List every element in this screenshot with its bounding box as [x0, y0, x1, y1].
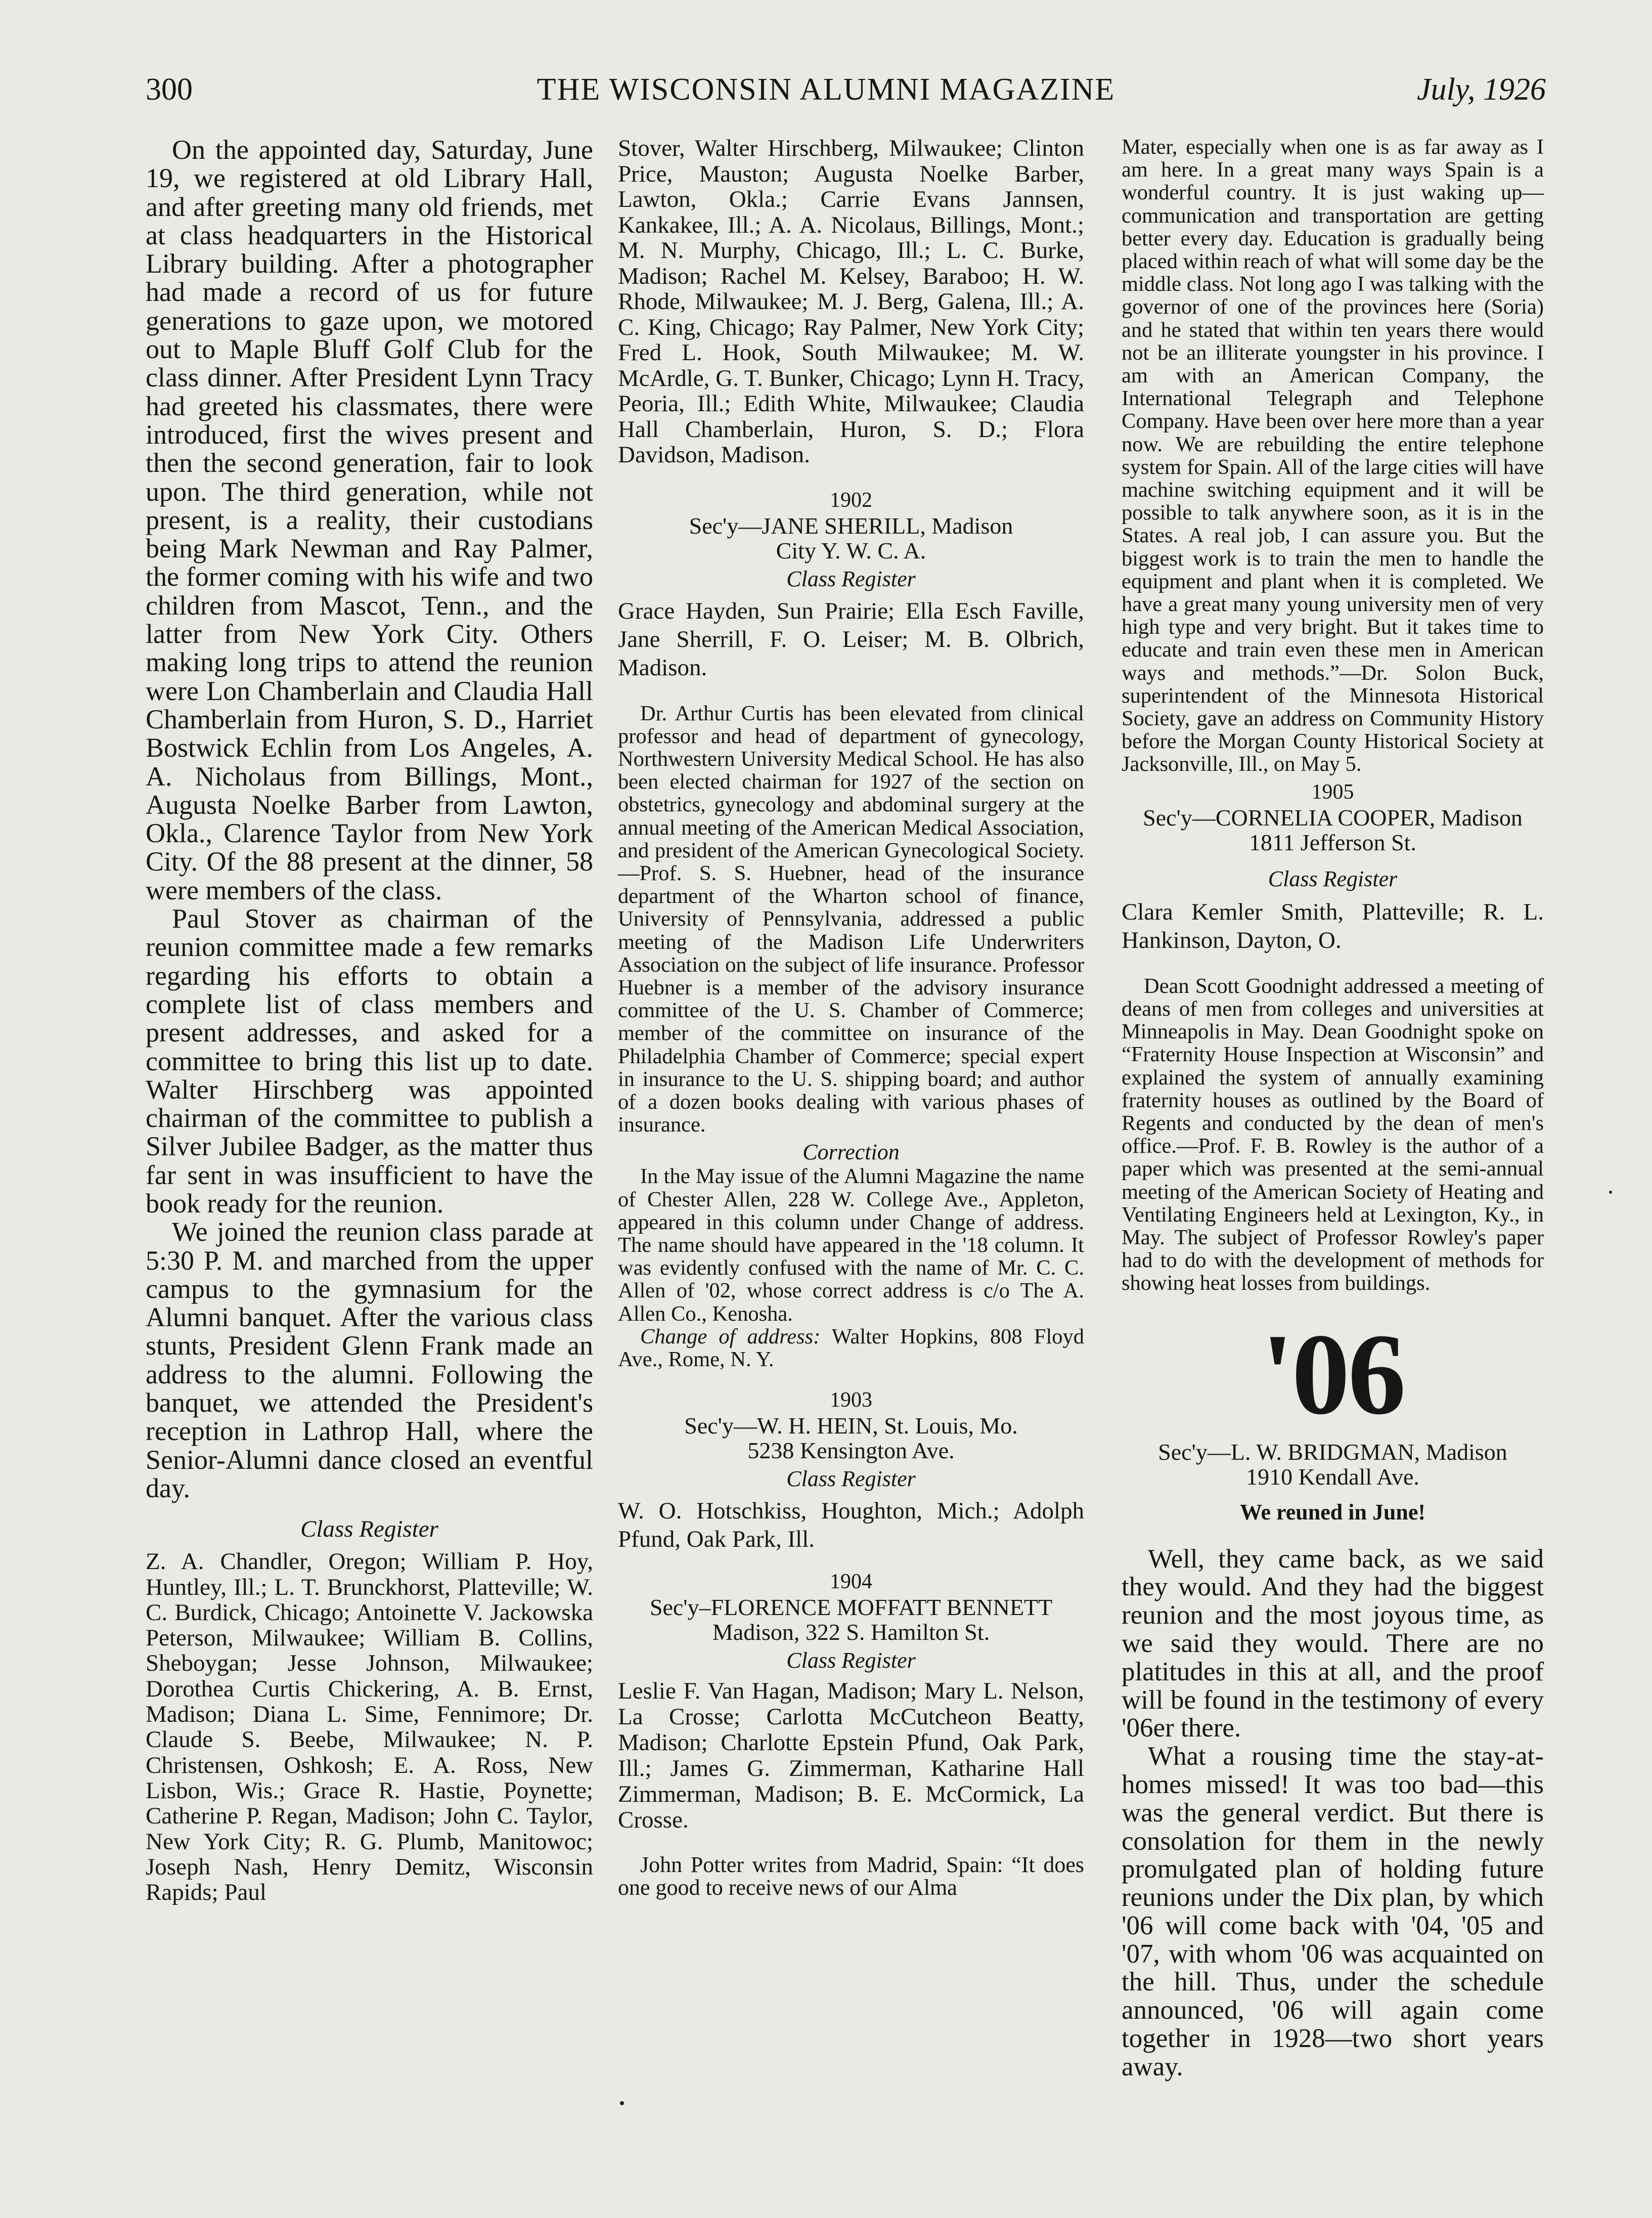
class-register-1905: Clara Kemler Smith, Platteville; R. L. Hankinson, Dayton, O. — [1122, 898, 1544, 953]
potter-letter-start: John Potter writes from Madrid, Spain: “It does one good to receive news of our Alma — [618, 1852, 1084, 1900]
column-1 — [146, 136, 593, 1905]
change-of-address — [618, 1325, 1084, 1371]
magazine-title: THE WISCONSIN ALUMNI MAGAZINE — [537, 72, 1115, 107]
column-2 — [618, 136, 1084, 1899]
secretary-1905: Sec'y—CORNELIA COOPER, Madison — [1143, 804, 1523, 831]
potter-letter-continued: Mater, especially when one is as far away as I am here. In a great many ways Spain is a wonderful country. It is just waking up—communication and transportation are getting better every day. Education is gradually being placed within reach of what will some day be the middle class. Not long ago I was talking with the governor of one of the provinces here (Soria) and he stated that within ten years there would not be an illiterate youngster in his province. I am with an American Company, the International Telegraph and Telephone Company. Have been over here more than a year now. We are rebuilding the entire telephone system for Spain. All of the large cities will have machine switching equipment and it will be possible to talk anywhere soon, as it is in the States. A real job, I can assure you. But the biggest work is to train the men to handle the equipment and plant when it is completed. We have a great many young university men of very high type and very bright. But it takes time to educate and train even these men in American ways and methods.”—Dr. Solon Buck, superintendent of the Minnesota Historical Society, gave an address on Community History before the Morgan County Historical Society at Jacksonville, Ill., on May 5. — [1122, 135, 1544, 776]
secretary-1902-address: City Y. W. C. A. — [776, 537, 926, 563]
class-year-1903: 1903 — [830, 1388, 872, 1412]
class-1906-paragraph-1: Well, they came back, as we said they would. And they had the biggest reunion and the most joyous time, as we said they would. There are no platitudes in this at all, and the proof will be found in the testimony of every '06er there. — [1122, 1544, 1544, 1743]
change-of-address-text: Walter Hopkins, 808 Floyd Ave., Rome, N. Y. — [618, 1324, 1085, 1371]
class-year-1902: 1902 — [830, 488, 872, 512]
class-register-1902-heading: Class Register — [786, 566, 916, 591]
reunion-paragraph-2: Paul Stover as chairman of the reunion committee made a few remarks regarding his efforts to obtain a complete list of class members and present addresses, and asked for a committee to bring this list up to date. Walter Hirschberg was appointed chairman of the committee to publish a Silver Jubilee Badger, as the matter thus far sent in was insufficient to have the book ready for the reunion. — [146, 903, 593, 1219]
change-of-address-label: Change of address: — [640, 1324, 821, 1349]
reunion-paragraph-3: We joined the reunion class parade at 5:30 P. M. and marched from the upper campus to the gymnasium for the Alumni banquet. After the various class stunts, President Glenn Frank made an address to the alumni. Following the banquet, we attended the President's reception in Lathrop Hall, where the Senior-Alumni dance closed an eventful day. — [146, 1216, 593, 1503]
class-register-1904: Leslie F. Van Hagan, Madison; Mary L. Nelson, La Crosse; Carlotta McCutcheon Beatty, Madison; Charlotte Epstein Pfund, Oak Park, Ill.; James G. Zimmerman, Katharine Hall Zimmerman, Madison; B. E. McCormick, La Crosse. — [618, 1678, 1084, 1834]
secretary-1904: Sec'y–FLORENCE MOFFATT BENNETT — [649, 1594, 1053, 1621]
class-register-1905-heading: Class Register — [1268, 866, 1398, 891]
page-number: 300 — [146, 72, 193, 107]
class-register-1903-heading: Class Register — [786, 1466, 916, 1492]
reunion-paragraph-1: On the appointed day, Saturday, June 19, we registered at old Library Hall, and after greeting many old friends, met at class headquarters in the Historical Library building. After a photographer had made a record of us for future generations to gaze upon, we motored out to Maple Bluff Golf Club for the class dinner. After President Lynn Tracy had greeted his classmates, there were introduced, first the wives present and then the second generation, fair to look upon. The third generation, while not present, is a reality, their custodians being Mark Newman and Ray Palmer, the former coming with his wife and two children from Mascot, Tenn., and the latter from New York City. Others making long trips to attend the reunion were Lon Chamberlain and Claudia Hall Chamberlain from Huron, S. D., Harriet Bostwick Echlin from Los Angeles, A. A. Nicholaus from Billings, Mont., Augusta Noelke Barber from Lawton, Okla., Clarence Taylor from New York City. Of the 88 present at the dinner, 58 were members of the class. — [146, 135, 593, 905]
secretary-1906-address: 1910 Kendall Ave. — [1246, 1463, 1419, 1490]
class-1906-paragraph-2: What a rousing time the stay-at-homes missed! It was too bad—this was the general verdict. But there is consolation for them in the newly promulgated plan of holding future reunions under the Dix plan, by which '06 will come back with '04, '05 and '07, with whom '06 was acquainted on the hill. Thus, under the schedule announced, '06 will again come together in 1928—two short years away. — [1122, 1742, 1544, 2081]
correction-heading: Correction — [802, 1140, 900, 1165]
secretary-1903: Sec'y—W. H. HEIN, St. Louis, Mo. — [684, 1413, 1018, 1439]
class-register-heading: Class Register — [300, 1516, 438, 1543]
page-header — [0, 72, 1652, 112]
secretary-1903-address: 5238 Kensington Ave. — [747, 1438, 955, 1464]
correction-text: In the May issue of the Alumni Magazine the name of Chester Allen, 228 W. College Ave., Appleton, appeared in this column under Change of address. The name should have appeared in the '18 column. It was evidently confused with the name of Mr. C. C. Allen of '02, whose correct address is c/o The A. Allen Co., Kenosha. — [618, 1164, 1084, 1326]
curtis-huebner-note: Dr. Arthur Curtis has been elevated from clinical professor and head of department of gynecology, Northwestern University Medical School. He has also been elected chairman for 1927 of the section on obstetrics, gynecology and abdominal surgery at the annual meeting of the American Medical Association, and president of the American Gynecological Society.—Prof. S. S. Huebner, head of the insurance department of the Wharton school of finance, University of Pennsylvania, addressed a public meeting of the Madison Life Underwriters Association on the subject of life insurance. Professor Huebner is a member of the advisory insurance committee of the U. S. Chamber of Commerce; member of the committee on insurance of the Philadelphia Chamber of Commerce; special expert in insurance to the U. S. shipping board; and author of a dozen books dealing with various phases of insurance. — [618, 701, 1084, 1137]
reuned-subheading: We reuned in June! — [1239, 1499, 1426, 1525]
secretary-1905-address: 1811 Jefferson St. — [1249, 829, 1416, 855]
print-speck — [1609, 1191, 1612, 1194]
secretary-1902: Sec'y—JANE SHERILL, Madison — [689, 512, 1013, 539]
goodnight-rowley-note: Dean Scott Goodnight addressed a meeting of deans of men from colleges and universities at Minneapolis in May. Dean Goodnight spoke on “Fraternity House Inspection at Wisconsin” and explained the system of annually examining fraternity houses as outlined by the Board of Regents and conducted by the dean of men's office.—Prof. F. B. Rowley is the author of a paper which was presented at the semi-annual meeting of the American Society of Heating and Ventilating Engineers held at Lexington, Ky., in May. The subject of Professor Rowley's paper had to do with the development of methods for showing heat losses from buildings. — [1122, 974, 1544, 1295]
class-1906-heading: '06 — [1261, 1309, 1404, 1439]
secretary-1906: Sec'y—L. W. BRIDGMAN, Madison — [1158, 1439, 1507, 1465]
column-3 — [1122, 136, 1544, 2081]
issue-date: July, 1926 — [1417, 72, 1546, 107]
class-register-1903: W. O. Hotschkiss, Houghton, Mich.; Adolph Pfund, Oak Park, Ill. — [618, 1498, 1084, 1553]
class-register-continued: Stover, Walter Hirschberg, Milwaukee; Clinton Price, Mauston; Augusta Noelke Barber, Lawton, Okla.; Carrie Evans Jannsen, Kankakee, Ill.; A. A. Nicolaus, Billings, Mont.; M. N. Murphy, Chicago, Ill.; L. C. Burke, Madison; Rachel M. Kelsey, Baraboo; H. W. Rhode, Milwaukee; M. J. Berg, Galena, Ill.; A. C. King, Chicago; Ray Palmer, New York City; Fred L. Hook, South Milwaukee; M. W. McArdle, G. T. Bunker, Chicago; Lynn H. Tracy, Peoria, Ill.; Edith White, Milwaukee; Claudia Hall Chamberlain, Huron, S. D.; Flora Davidson, Madison. — [618, 135, 1084, 468]
class-year-1905: 1905 — [1311, 780, 1354, 804]
class-year-1904: 1904 — [830, 1570, 872, 1594]
print-speck — [620, 2101, 624, 2105]
secretary-1904-address: Madison, 322 S. Hamilton St. — [712, 1619, 990, 1645]
class-register-list: Z. A. Chandler, Oregon; William P. Hoy, Huntley, Ill.; L. T. Brunckhorst, Platteville; W. C. Burdick, Chicago; Antoinette V. Jackowska Peterson, Milwaukee; William B. Collins, Sheboygan; Jesse Johnson, Milwaukee; Dorothea Curtis Chickering, A. B. Ernst, Madison; Diana L. Sime, Fennimore; Dr. Claude S. Beebe, Milwaukee; N. P. Christensen, Oshkosh; E. A. Ross, New Lisbon, Wis.; Grace R. Hastie, Poynette; Catherine P. Regan, Madison; John C. Taylor, New York City; R. G. Plumb, Manitowoc; Joseph Nash, Henry Demitz, Wisconsin Rapids; Paul — [146, 1548, 593, 1906]
class-register-1902: Grace Hayden, Sun Prairie; Ella Esch Faville, Jane Sherrill, F. O. Leiser; M. B. Olbrich, Madison. — [618, 597, 1084, 681]
class-register-1904-heading: Class Register — [786, 1648, 916, 1673]
